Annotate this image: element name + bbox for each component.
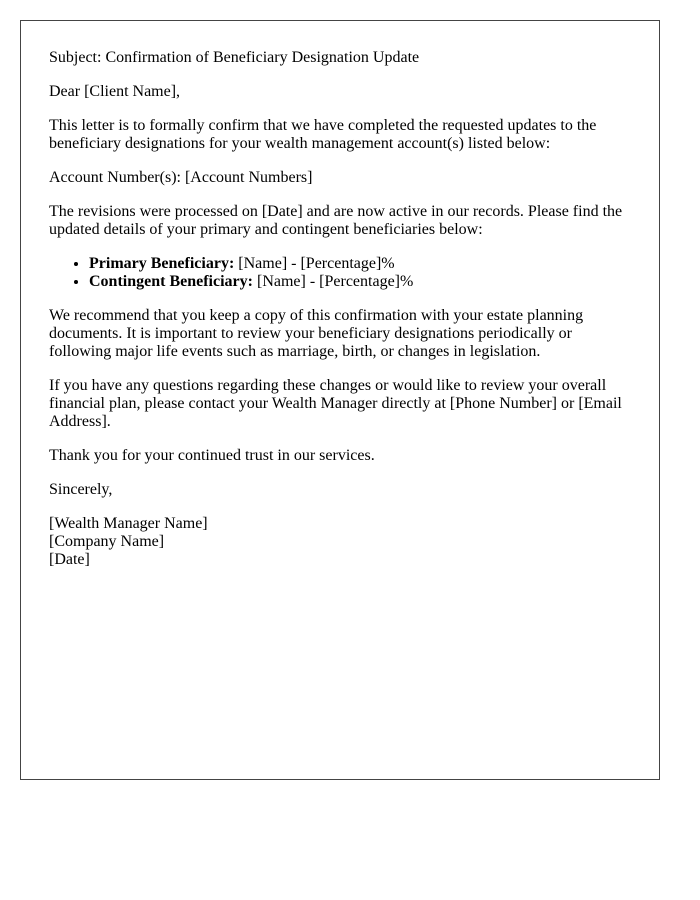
closing: Sincerely, xyxy=(49,481,113,498)
signature-block xyxy=(49,515,631,569)
greeting: Dear [Client Name], xyxy=(49,83,181,100)
subject-line: Subject: Confirmation of Beneficiary Designation Update xyxy=(49,49,420,66)
signature-date: [Date] xyxy=(49,551,90,568)
beneficiary-primary xyxy=(89,255,631,273)
beneficiary-list xyxy=(49,255,631,291)
signature-company: [Company Name] xyxy=(49,533,165,550)
beneficiary-primary-value: [Name] - [Percentage]% xyxy=(234,255,395,272)
questions-paragraph: If you have any questions regarding these changes or would like to review your overall financial plan, please contact your Wealth Manager directly at [Phone Number] or [Email Address]. xyxy=(49,377,622,430)
intro-paragraph: This letter is to formally confirm that we have completed the requested updates to the beneficiary designations for your wealth management account(s) listed below: xyxy=(49,117,597,152)
beneficiary-primary-label: Primary Beneficiary: xyxy=(89,255,235,272)
beneficiary-contingent-value: [Name] - [Percentage]% xyxy=(252,273,414,290)
thanks-paragraph: Thank you for your continued trust in our services. xyxy=(49,447,375,464)
signature-name: [Wealth Manager Name] xyxy=(49,515,208,532)
revisions-paragraph: The revisions were processed on [Date] and are now active in our records. Please find the updated details of your primary and contingent beneficiaries below: xyxy=(49,203,623,238)
recommendation-paragraph: We recommend that you keep a copy of this confirmation with your estate planning documents. It is important to review your beneficiary designations periodically or following major life events such as marriage, birth, or changes in legislation. xyxy=(49,307,584,360)
account-numbers: Account Number(s): [Account Numbers] xyxy=(49,169,313,186)
letter-body xyxy=(20,20,660,780)
beneficiary-contingent-label: Contingent Beneficiary: xyxy=(89,273,253,290)
beneficiary-contingent xyxy=(89,273,631,291)
